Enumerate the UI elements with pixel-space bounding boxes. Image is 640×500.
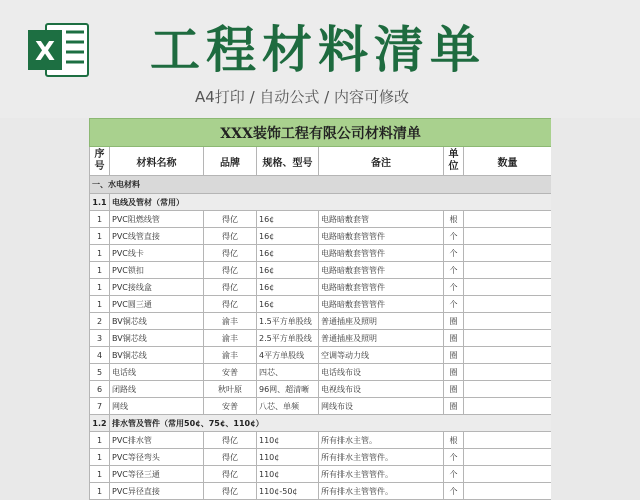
subsection-label[interactable]: 排水管及管件（常用50¢、75¢、110¢） [110,415,552,432]
row-number-cell[interactable]: 5 [90,364,110,381]
table-body-drainage [90,432,552,500]
brand-cell[interactable]: 得亿 [204,279,257,296]
spec-cell[interactable]: 110¢ [257,432,319,449]
unit-cell[interactable]: 圈 [444,364,464,381]
unit-cell[interactable]: 根 [444,432,464,449]
material-name-cell[interactable]: BV铜芯线 [110,330,204,347]
table-row [90,483,552,500]
quantity-cell[interactable] [464,432,552,449]
unit-cell[interactable]: 个 [444,483,464,500]
spec-cell[interactable]: 16¢ [257,262,319,279]
table-row [90,228,552,245]
remark-cell[interactable]: 空调等动力线 [319,347,444,364]
table-title[interactable]: XXX装饰工程有限公司材料清单 [90,119,552,147]
table-row [90,279,552,296]
material-name-cell[interactable]: PVC圆三通 [110,296,204,313]
table-row [90,313,552,330]
table-row [90,364,552,381]
remark-cell[interactable]: 电路暗敷套管管件 [319,262,444,279]
table-row [90,466,552,483]
page-subtitle: A4打印 / 自动公式 / 内容可修改 [195,88,409,106]
table-row [90,398,552,415]
quantity-cell[interactable] [464,330,552,347]
quantity-cell[interactable] [464,279,552,296]
quantity-cell[interactable] [464,262,552,279]
header-cell[interactable]: 规格、型号 [257,147,319,176]
remark-cell[interactable]: 电路暗敷套管管件 [319,279,444,296]
header [0,0,640,118]
spec-cell[interactable]: 2.5平方单股线 [257,330,319,347]
material-name-cell[interactable]: PVC等径弯头 [110,449,204,466]
brand-cell[interactable]: 渝丰 [204,330,257,347]
row-number-cell[interactable]: 3 [90,330,110,347]
table-row [90,381,552,398]
remark-cell[interactable]: 网线布设 [319,398,444,415]
brand-cell[interactable]: 安普 [204,364,257,381]
subsection-number[interactable]: 1.2 [90,415,110,432]
material-name-cell[interactable]: 电话线 [110,364,204,381]
header-cell[interactable]: 备注 [319,147,444,176]
quantity-cell[interactable] [464,449,552,466]
page-title: 工程材料清单 [150,21,486,79]
quantity-cell[interactable] [464,466,552,483]
brand-cell[interactable]: 得亿 [204,228,257,245]
table-row [90,211,552,228]
remark-cell[interactable]: 所有排水主管管件。 [319,466,444,483]
quantity-cell[interactable] [464,364,552,381]
table-row [90,432,552,449]
unit-cell[interactable]: 根 [444,211,464,228]
spreadsheet [89,118,551,500]
unit-cell[interactable]: 个 [444,296,464,313]
row-number-cell[interactable]: 6 [90,381,110,398]
header-cell[interactable]: 品牌 [204,147,257,176]
spec-cell[interactable]: 110¢ [257,466,319,483]
row-number-cell[interactable]: 1 [90,279,110,296]
remark-cell[interactable]: 所有排水主管管件。 [319,483,444,500]
material-name-cell[interactable]: BV铜芯线 [110,313,204,330]
spec-cell[interactable]: 16¢ [257,228,319,245]
material-name-cell[interactable]: BV铜芯线 [110,347,204,364]
unit-cell[interactable]: 个 [444,262,464,279]
remark-cell[interactable]: 电路暗敷套管 [319,211,444,228]
spec-cell[interactable]: 4平方单股线 [257,347,319,364]
unit-cell[interactable]: 圈 [444,381,464,398]
unit-cell[interactable]: 圈 [444,347,464,364]
quantity-cell[interactable] [464,211,552,228]
material-name-cell[interactable]: PVC等径三通 [110,466,204,483]
header-cell[interactable]: 数量 [464,147,552,176]
brand-cell[interactable]: 得亿 [204,466,257,483]
section-label[interactable]: 一、水电材料 [90,176,552,194]
quantity-cell[interactable] [464,398,552,415]
unit-cell[interactable]: 个 [444,245,464,262]
material-name-cell[interactable]: PVC锁扣 [110,262,204,279]
spec-cell[interactable]: 16¢ [257,296,319,313]
remark-cell[interactable]: 电视线布设 [319,381,444,398]
subsection-number[interactable]: 1.1 [90,194,110,211]
unit-cell[interactable]: 个 [444,279,464,296]
material-name-cell[interactable]: PVC阻燃线管 [110,211,204,228]
unit-cell[interactable]: 个 [444,449,464,466]
material-name-cell[interactable]: PVC线管直接 [110,228,204,245]
remark-cell[interactable]: 普通插座及照明 [319,330,444,347]
unit-cell[interactable]: 圈 [444,313,464,330]
brand-cell[interactable]: 渝丰 [204,347,257,364]
spec-cell[interactable]: 1.5平方单股线 [257,313,319,330]
table-row [90,449,552,466]
brand-cell[interactable]: 秋叶原 [204,381,257,398]
table-title-row [90,119,552,147]
row-number-cell[interactable]: 1 [90,432,110,449]
subsection-row [90,415,552,432]
table-row [90,330,552,347]
remark-cell[interactable]: 电路暗敷套管管件 [319,296,444,313]
brand-cell[interactable]: 安普 [204,398,257,415]
brand-cell[interactable]: 得亿 [204,262,257,279]
row-number-cell[interactable]: 1 [90,466,110,483]
table-body-electrical [90,211,552,415]
quantity-cell[interactable] [464,296,552,313]
brand-cell[interactable]: 得亿 [204,211,257,228]
row-number-cell[interactable]: 1 [90,296,110,313]
row-number-cell[interactable]: 2 [90,313,110,330]
row-number-cell[interactable]: 1 [90,211,110,228]
quantity-cell[interactable] [464,245,552,262]
brand-cell[interactable]: 得亿 [204,449,257,466]
spec-cell[interactable]: 16¢ [257,211,319,228]
spec-cell[interactable]: 110¢ [257,449,319,466]
quantity-cell[interactable] [464,313,552,330]
row-number-cell[interactable]: 1 [90,245,110,262]
spec-cell[interactable]: 16¢ [257,279,319,296]
material-table [89,118,551,500]
row-number-cell[interactable]: 1 [90,483,110,500]
material-name-cell[interactable]: PVC排水管 [110,432,204,449]
brand-cell[interactable]: 得亿 [204,296,257,313]
spec-cell[interactable]: 四芯、 [257,364,319,381]
excel-logo-icon [26,22,90,78]
brand-cell[interactable]: 得亿 [204,432,257,449]
remark-cell[interactable]: 普通插座及照明 [319,313,444,330]
material-name-cell[interactable]: PVC接线盒 [110,279,204,296]
remark-cell[interactable]: 所有排水主管管件。 [319,449,444,466]
row-number-cell[interactable]: 7 [90,398,110,415]
quantity-cell[interactable] [464,347,552,364]
table-row [90,296,552,313]
unit-cell[interactable]: 个 [444,466,464,483]
unit-cell[interactable]: 圈 [444,398,464,415]
row-number-cell[interactable]: 4 [90,347,110,364]
row-number-cell[interactable]: 1 [90,228,110,245]
spec-cell[interactable]: 八芯、单频 [257,398,319,415]
section-row [90,176,552,194]
spec-cell[interactable]: 110¢-50¢ [257,483,319,500]
table-row [90,245,552,262]
subsection-label[interactable]: 电线及管材（常用） [110,194,552,211]
table-row [90,262,552,279]
row-number-cell[interactable]: 1 [90,449,110,466]
material-name-cell[interactable]: PVC异径直接 [110,483,204,500]
row-number-cell[interactable]: 1 [90,262,110,279]
material-name-cell[interactable]: PVC线卡 [110,245,204,262]
brand-cell[interactable]: 渝丰 [204,313,257,330]
quantity-cell[interactable] [464,483,552,500]
subsection-row [90,194,552,211]
unit-cell[interactable]: 个 [444,228,464,245]
remark-cell[interactable]: 电路暗敷套管管件 [319,228,444,245]
material-name-cell[interactable]: 网线 [110,398,204,415]
spec-cell[interactable]: 96网、超清晰 [257,381,319,398]
header-cell[interactable]: 材料名称 [110,147,204,176]
brand-cell[interactable]: 得亿 [204,245,257,262]
svg-text:X: X [34,37,56,67]
remark-cell[interactable]: 电话线布设 [319,364,444,381]
table-row [90,347,552,364]
unit-cell[interactable]: 圈 [444,330,464,347]
header-cell[interactable]: 单位 [444,147,464,176]
brand-cell[interactable]: 得亿 [204,483,257,500]
quantity-cell[interactable] [464,381,552,398]
remark-cell[interactable]: 所有排水主管。 [319,432,444,449]
remark-cell[interactable]: 电路暗敷套管管件 [319,245,444,262]
material-name-cell[interactable]: 闭路线 [110,381,204,398]
quantity-cell[interactable] [464,228,552,245]
spec-cell[interactable]: 16¢ [257,245,319,262]
header-cell[interactable]: 序号 [90,147,110,176]
table-header-row [90,147,552,176]
